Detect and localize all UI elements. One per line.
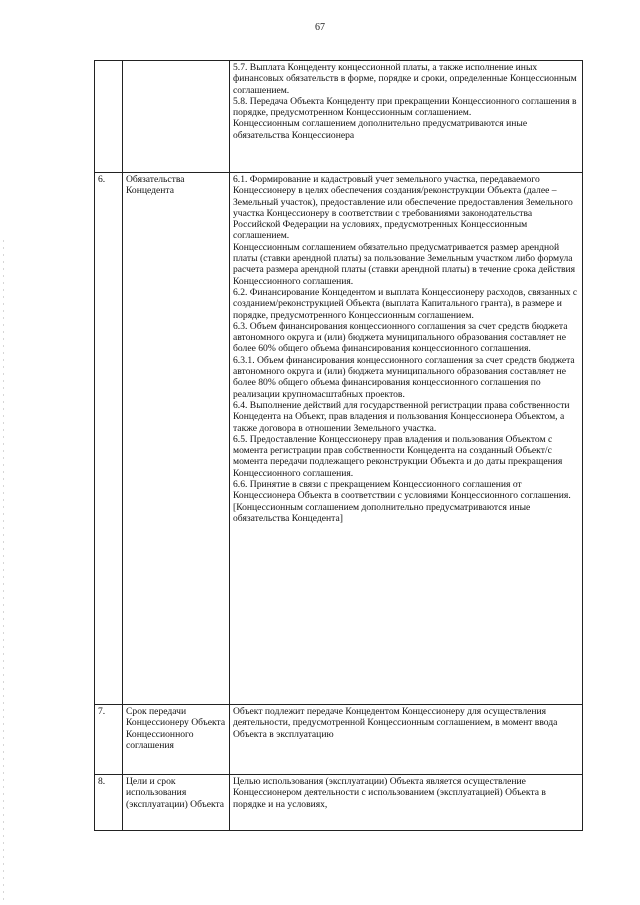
row-number: 8. xyxy=(95,775,123,831)
table-row xyxy=(95,173,583,705)
table-row xyxy=(95,61,583,173)
row-title xyxy=(123,61,230,173)
paragraph: 6.3. Объем финансирования концессионного соглашения за счет средств бюджета автономного округа и (или) бюджета муниципального образования составляет не более 60% общего объема финансирования концессионного соглашения. xyxy=(233,320,568,355)
table-row xyxy=(95,775,583,831)
row-number: 7. xyxy=(95,705,123,775)
table-row xyxy=(95,705,583,775)
paragraph: Концессионным соглашением обязательно предусматривается размер арендной платы (ставки арендной платы) за пользование Земельным участком либо формула расчета размера арендной платы (ставки арендной платы) в течение срока действия Концессионного соглашения. xyxy=(233,241,576,287)
paragraph: 6.3.1. Объем финансирования концессионного соглашения за счет средств бюджета автономного округа и (или) бюджета муниципального образования составляет не более 80% общего объема финансирования концессионного соглашения по реализации крупномасштабных проектов. xyxy=(233,354,575,400)
row-title: Срок передачи Концессионеру Объекта Концессионного соглашения xyxy=(123,705,230,775)
paragraph: 6.2. Финансирование Концедентом и выплата Концессионеру расходов, связанных с созданием/реконструкцией Объекта (выплата Капитального гранта), в размере и порядке, предусмотренного Концессионным соглашением. xyxy=(233,286,578,321)
row-content xyxy=(230,705,583,775)
row-title: Обязательства Концедента xyxy=(123,173,230,705)
paragraph: [Концессионным соглашением дополнительно предусматриваются иные обязательства Концедента] xyxy=(233,501,531,524)
paragraph: 6.4. Выполнение действий для государственной регистрации права собственности Концедента на Объект, прав владения и пользования Концессионера Объектом, а также договора в отношении Земельного участка. xyxy=(233,399,570,434)
row-number: 6. xyxy=(95,173,123,705)
paragraph: Концессионным соглашением дополнительно предусматриваются иные обязательства Концессионера xyxy=(233,118,528,141)
scan-edge-artifact xyxy=(3,240,4,900)
row-number xyxy=(95,61,123,173)
paragraph: 6.5. Предоставление Концессионеру прав владения и пользования Объектом с момента регистрации прав собственности Концедента на созданный Объект/с момента передачи подлежащего реконструкции Объекта и до даты прекращения Концессионного соглашения. xyxy=(233,433,563,479)
row-content xyxy=(230,61,583,173)
paragraph: 5.8. Передача Объекта Концеденту при прекращении Концессионного соглашения в порядке, предусмотренном Концессионным соглашением. xyxy=(233,95,577,119)
row-title: Цели и срок использования (эксплуатации) Объекта xyxy=(123,775,230,831)
concession-table xyxy=(94,60,583,831)
paragraph: Объект подлежит передаче Концедентом Концессионеру для осуществления деятельности, предусмотренной Концессионным соглашением, в момент ввода Объекта в эксплуатацию xyxy=(233,706,558,740)
paragraph: Целью использования (эксплуатации) Объекта является осуществление Концессионером деятельности с использованием (эксплуатацией) Объекта в порядке и на условиях, xyxy=(233,776,546,810)
paragraph: 6.6. Принятие в связи с прекращением Концессионного соглашения от Концессионера Объекта в соответствии с условиями Концессионного соглашения. xyxy=(233,479,571,502)
row-content xyxy=(230,775,583,831)
paragraph: 6.1. Формирование и кадастровый учет земельного участка, передаваемого Концессионеру в целях обеспечения создания/реконструкции Объекта (далее – Земельный участок), предоставление или обеспечение предоставления Земельного участка Концессионеру в соответствии с требованиями законодательства Российской Федерации на условиях, предусмотренных Концессионным соглашением. xyxy=(233,174,573,242)
page-number: 67 xyxy=(315,22,325,33)
row-content xyxy=(230,173,583,705)
paragraph: 5.7. Выплата Концеденту концессионной платы, а также исполнение иных финансовых обязательств в форме, порядке и сроки, определенные Концессионным соглашением. xyxy=(233,62,577,96)
